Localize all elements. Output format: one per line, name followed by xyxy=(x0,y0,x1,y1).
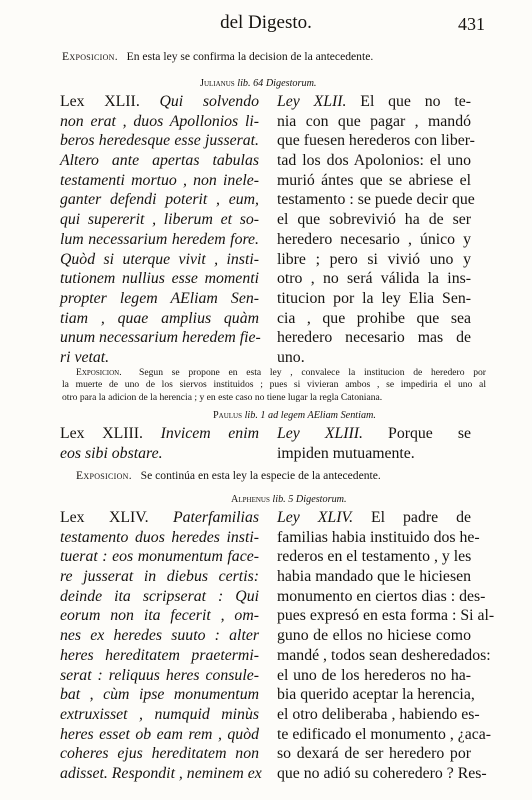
law42-latin-column xyxy=(60,92,259,368)
text-line: heres hereditatem praetermi- xyxy=(60,646,259,664)
law43-exposicion: Exposicion. Se continúa en esta ley la especie de la antecedente. xyxy=(76,469,381,482)
text-line: Lex XLII. Qui solvendo xyxy=(60,93,259,110)
text-line: qui supererit , liberum et so- xyxy=(60,211,259,229)
exposicion-intro xyxy=(62,50,482,64)
exposicion-text: En esta ley se confirma la decision de la antecedente. xyxy=(126,50,374,63)
law42-spanish-column xyxy=(277,92,475,368)
text-line: habia mandado que le hiciesen xyxy=(277,568,471,586)
text-line: so dexará de ser heredero por xyxy=(277,745,471,763)
text-line: guno de ellos no hiciese como xyxy=(277,627,471,645)
text-line: murió ántes que se abriese el xyxy=(277,171,471,189)
text-line: familias habia instituido dos he- xyxy=(277,528,480,546)
text-line: lum necessarium heredem fore. xyxy=(60,230,259,248)
law-heading: Lex XLII. xyxy=(60,93,140,110)
text-line: non erat , duos Apollonios li- xyxy=(60,112,259,130)
text-line: Lex XLIII. Invicem enim xyxy=(60,425,259,442)
law-heading: Ley XLIII. xyxy=(277,425,364,442)
text-line: ganter defendi poterit , eum, xyxy=(60,191,259,209)
text-line: el otro deliberaba , habiendo es- xyxy=(277,705,480,723)
text-line: heres esset ob eam rem , quòd xyxy=(60,725,259,743)
text-line: libre ; pero si vivió uno y xyxy=(277,250,471,268)
text-line: tiam , quae amplius quàm xyxy=(60,309,259,327)
text-line: monumento en ciertos dias : des- xyxy=(277,587,486,605)
law-heading: Lex XLIV. xyxy=(60,509,149,526)
law42-source: Julianus lib. 64 Digestorum. xyxy=(200,78,317,89)
text-line: beros heredesque esse jusserat. xyxy=(60,132,259,150)
text-line: testamento : se puede decir que xyxy=(277,191,475,209)
text-line: serat : reliquus heres consule- xyxy=(60,666,259,684)
law44-source: Alphenus lib. 5 Digestorum. xyxy=(231,494,347,505)
text-line: te edificado el monumento , ¿aca- xyxy=(277,725,492,743)
text-line: bia querido aceptar la herencia, xyxy=(277,686,475,704)
text-line: bat , cùm ipse monumentum xyxy=(60,686,259,704)
text-line: Ley XLII. El que no te- xyxy=(277,93,471,110)
text-line: nia con que pagar , mandó xyxy=(277,112,471,130)
text-line: deinde ita scripserat : Qui xyxy=(60,587,259,605)
text-line: el que sobrevivió ha de ser xyxy=(277,211,471,229)
law44-spanish-column xyxy=(277,508,495,784)
law-heading: Ley XLIV. xyxy=(277,509,354,526)
law-heading: Lex XLIII. xyxy=(60,425,143,442)
text-line: Altero ante apertas tabulas xyxy=(60,152,259,170)
text-line: Ley XLIII. Porque se xyxy=(277,425,471,442)
text-line: propter legem AEliam Sen- xyxy=(60,289,259,307)
text-line: el uno de los herederos no ha- xyxy=(277,666,471,684)
text-line: re jusserat in diebus certis: xyxy=(60,568,259,586)
text-line: coheres ejus hereditatem non xyxy=(60,745,259,763)
text-line: Quòd si uterque vivit , insti- xyxy=(60,250,259,268)
text-line: impiden mutuamente. xyxy=(277,444,415,462)
text-line: otro , no será válida la ins- xyxy=(277,270,471,288)
text-line: heredero necesario mas de xyxy=(277,329,471,347)
text-line: eorum non ita fecerit , om- xyxy=(60,607,259,625)
text-line: tutionem nullius esse momenti xyxy=(60,270,259,288)
text-line: tuerat : eos monumentum face- xyxy=(60,548,259,566)
law43-source: Paulus lib. 1 ad legem AEliam Sentiam. xyxy=(213,410,376,421)
running-header: del Digesto. xyxy=(220,12,312,33)
text-line: testamenti mortuo , non inele- xyxy=(60,171,259,189)
law-heading: Ley XLII. xyxy=(277,93,347,110)
text-line: Lex XLIV. Paterfamilias xyxy=(60,509,259,526)
law42-exposicion: Exposicion. Segun se propone en esta ley , convalece la institucion de heredero por la muerte de uno de los siervos instituidos ; pues si vivieran ambos , se impediria el uno al otro para la adicion de la herencia ; y en este caso no tiene lugar la regla Catoniana. xyxy=(62,367,486,403)
text-line: uno. xyxy=(277,348,305,366)
text-line: mandé , todos sean desheredados: xyxy=(277,646,491,664)
text-line: adisset. Respondit , neminem ex xyxy=(60,764,262,782)
law44-latin-column xyxy=(60,508,262,784)
text-line: rederos en el testamento , y les xyxy=(277,548,472,566)
text-line: Ley XLIV. El padre de xyxy=(277,509,471,526)
text-line: eos sibi obstare. xyxy=(60,444,163,462)
exposicion-label: Exposicion. xyxy=(62,50,118,63)
text-line: extruxisset , numquid minùs xyxy=(60,705,259,723)
text-line: unum necessarium heredem fie- xyxy=(60,329,261,347)
text-line: testamento duos heredes insti- xyxy=(60,528,259,546)
text-line: heredero necesario , único y xyxy=(277,230,471,248)
law43-latin-column xyxy=(60,424,259,463)
text-line: tad los dos Apolonios: el uno xyxy=(277,152,471,170)
text-line: cia , que prohibe que sea xyxy=(277,309,471,327)
text-line: nes ex heredes suuto : alter xyxy=(60,627,259,645)
text-line: ri vetat. xyxy=(60,348,110,366)
text-line: pues expresó en esta forma : Si al- xyxy=(277,607,495,625)
law43-spanish-column xyxy=(277,424,471,463)
text-line: que no adió su coheredero ? Res- xyxy=(277,764,487,782)
text-line: que fuesen herederos con liber- xyxy=(277,132,475,150)
text-line: titucion por la ley Elia Sen- xyxy=(277,289,471,307)
page-number: 431 xyxy=(458,14,485,34)
